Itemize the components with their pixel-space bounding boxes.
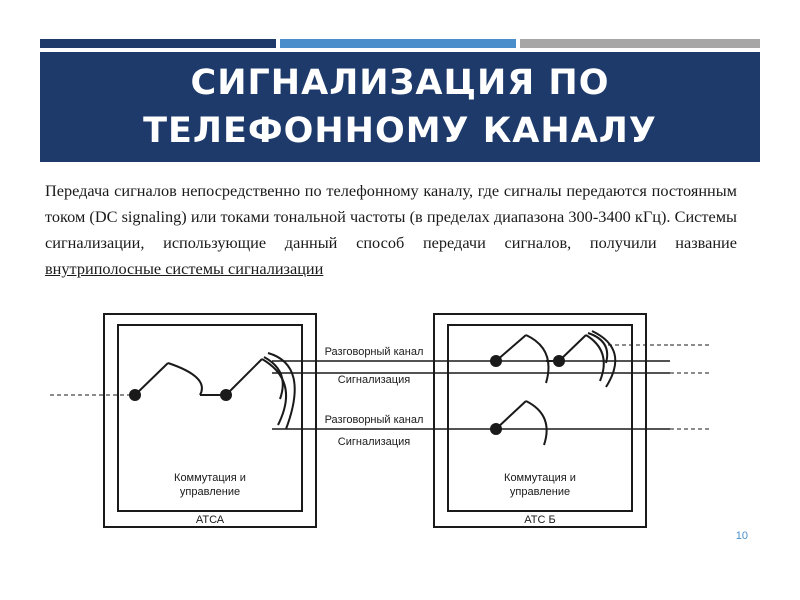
underlined-term: внутриполосные системы сигнализации (45, 259, 324, 278)
right-lower-switch-arc (526, 401, 547, 445)
left-switch-lever-1 (135, 363, 168, 395)
left-switch-arc-1 (168, 363, 202, 395)
channel-2-voice-label: Разговорный канал (324, 414, 424, 426)
right-switch-arc-2 (586, 335, 604, 381)
left-station-control-line-1: Коммутация и (174, 472, 246, 484)
slide-title-line-1: СИГНАЛИЗАЦИЯ ПО (190, 63, 610, 103)
header-decoration-bars (40, 39, 760, 48)
right-switch-node-1 (490, 355, 502, 367)
left-switch-lever-2 (226, 359, 262, 395)
slide-title (143, 59, 657, 155)
right-lower-switch-lever (496, 401, 526, 429)
page-number: 10 (735, 530, 748, 542)
left-switch-node-2 (220, 389, 232, 401)
channel-2-signal-label: Сигнализация (337, 436, 411, 448)
header-bar-dark-blue (40, 39, 276, 48)
right-lower-switch-node (490, 423, 502, 435)
left-switch-node-1 (129, 389, 141, 401)
body-text: Передача сигналов непосредственно по телефонному каналу, где сигналы передаются постоянным током (DC signaling) или токами тональной частоты (в пределах диапазона 300-3400 кГц). Системы сигнализации, использующие данный способ передачи сигналов, получили название (45, 181, 737, 252)
header-bar-grey (520, 39, 760, 48)
channel-1-signal-label: Сигнализация (337, 374, 411, 386)
left-switch-contact-1 (264, 357, 283, 399)
title-banner (40, 52, 760, 162)
right-switch-arc-1 (526, 335, 549, 383)
header-bar-light-blue (280, 39, 516, 48)
right-station-control-line-2: управление (509, 486, 571, 498)
channel-1-voice-label: Разговорный канал (324, 346, 424, 358)
right-switch-node-2 (553, 355, 565, 367)
right-station-name: АТС Б (524, 514, 556, 526)
left-station-name: АТСА (195, 514, 225, 526)
slide-title-line-2: ТЕЛЕФОННОМУ КАНАЛУ (143, 111, 657, 151)
signaling-diagram (40, 305, 760, 535)
body-paragraph (45, 178, 737, 282)
right-station-control-line-1: Коммутация и (504, 472, 576, 484)
left-station-control-line-2: управление (179, 486, 241, 498)
